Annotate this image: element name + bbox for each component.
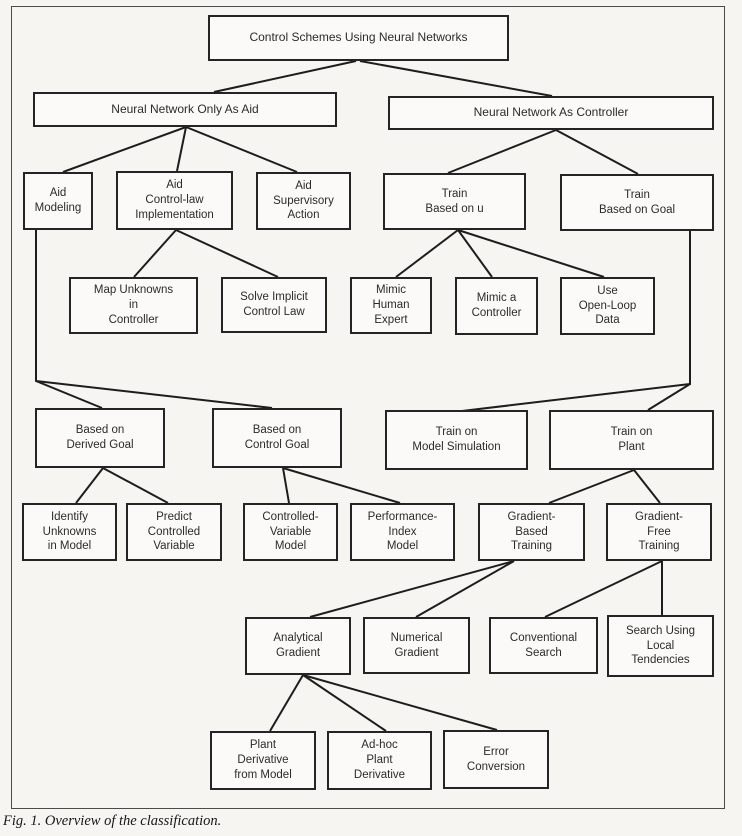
- node-label-line: Control Law: [243, 306, 305, 318]
- node-label-line: Controller: [471, 307, 522, 319]
- node-label-line: Train on: [435, 426, 478, 439]
- node-grad-based: [478, 503, 585, 561]
- node-label-line: Training: [638, 540, 680, 553]
- node-label-line: Derivative: [353, 768, 406, 781]
- node-label-line: Free: [647, 525, 671, 538]
- node-label-line: Controlled-: [262, 510, 319, 523]
- node-label-line: Map Unknowns: [93, 284, 174, 297]
- node-label-line: Variable: [269, 525, 312, 538]
- node-label-line: Action: [287, 209, 320, 222]
- node-label-line: Based on: [75, 424, 125, 437]
- node-label-line: Based on u: [425, 202, 484, 215]
- node-label-line: Derivative: [237, 754, 289, 767]
- node-label-line: from Model: [234, 768, 292, 781]
- node-label-line: Error: [483, 745, 509, 758]
- node-label-line: in: [129, 299, 138, 312]
- node-control-goal: [212, 408, 342, 468]
- node-label-line: Mimic: [375, 284, 407, 297]
- node-label-line: Supervisory: [273, 194, 334, 207]
- node-label-line: Based on: [252, 424, 302, 437]
- node-label-line: Tendencies: [631, 654, 690, 667]
- node-label-line: Neural Network As Controller: [473, 105, 629, 120]
- node-label-line: Train on: [610, 426, 653, 439]
- node-label-line: Training: [510, 540, 553, 553]
- node-aid-supervisory: [256, 172, 351, 230]
- node-label-line: Based: [515, 525, 548, 538]
- node-label-line: Plant: [618, 441, 645, 453]
- node-label-line: Analytical: [273, 632, 323, 645]
- node-label-line: Derived Goal: [66, 439, 134, 451]
- node-aid-control-law: [116, 171, 233, 230]
- node-label-line: Solve Implicit: [240, 291, 308, 304]
- node-label-line: Control Goal: [244, 439, 310, 451]
- node-label-line: Based on Goal: [598, 203, 676, 216]
- node-nn-controller: [388, 96, 714, 130]
- node-solve-implicit: [221, 277, 327, 333]
- node-numerical: [363, 617, 470, 674]
- node-error-conv: [443, 730, 549, 789]
- node-search-local: [607, 615, 714, 677]
- node-label-line: Plant: [366, 754, 393, 767]
- node-label-line: Control-law: [145, 194, 204, 207]
- node-label-line: Train: [624, 188, 650, 201]
- node-label-line: Identify: [50, 510, 89, 523]
- node-label-line: Gradient: [275, 647, 321, 659]
- node-aid-modeling: [23, 172, 93, 230]
- node-derived-goal: [35, 408, 165, 468]
- node-label-line: Control Schemes Using Neural Networks: [249, 30, 468, 45]
- node-label-line: Search Using: [625, 624, 696, 637]
- node-label-line: Controlled: [147, 525, 201, 538]
- node-train-plant: [549, 410, 714, 470]
- node-label-line: Modeling: [34, 202, 82, 214]
- node-predict-var: [126, 503, 222, 561]
- node-label-line: Mimic a: [476, 292, 517, 305]
- node-analytical: [245, 617, 351, 675]
- node-train-sim: [385, 410, 528, 470]
- node-label-line: Open-Loop: [578, 299, 637, 312]
- node-label-line: Conventional: [509, 631, 578, 644]
- node-perf-index: [350, 503, 455, 561]
- node-conventional: [489, 617, 598, 674]
- node-label-line: Unknowns: [42, 525, 97, 538]
- node-adhoc-deriv: [327, 731, 432, 790]
- node-label-line: Conversion: [466, 760, 526, 773]
- node-label-line: Implementation: [135, 208, 214, 221]
- node-open-loop: [560, 277, 655, 335]
- node-train-u: [383, 173, 526, 230]
- node-label-line: Aid: [295, 179, 312, 192]
- node-label-line: Numerical: [390, 631, 443, 644]
- node-label-line: in Model: [47, 540, 92, 553]
- node-label-line: Controller: [108, 313, 159, 326]
- node-mimic-controller: [455, 277, 538, 335]
- node-label-line: Neural Network Only As Aid: [111, 101, 259, 116]
- node-label-line: Human: [372, 299, 410, 312]
- node-label-line: Gradient-: [635, 510, 683, 523]
- node-label-line: Search: [525, 646, 562, 659]
- node-identify-unknowns: [22, 503, 117, 561]
- node-label-line: Model: [386, 540, 419, 553]
- node-nn-aid: [33, 92, 337, 127]
- node-label-line: Aid: [166, 179, 183, 192]
- node-map-unknowns: [69, 277, 198, 334]
- node-label-line: Expert: [374, 313, 408, 326]
- node-label-line: Model: [274, 540, 307, 553]
- node-grad-free: [606, 503, 712, 561]
- node-label-line: Variable: [153, 540, 195, 553]
- node-controlled-var: [243, 503, 338, 561]
- node-plant-deriv: [210, 731, 316, 790]
- node-train-goal: [560, 174, 714, 231]
- node-label-line: Aid: [49, 187, 67, 200]
- node-root: [208, 15, 509, 61]
- node-label-line: Data: [595, 314, 620, 327]
- node-label-line: Gradient-: [507, 510, 556, 523]
- node-label-line: Local: [646, 639, 675, 652]
- node-label-line: Plant: [249, 739, 277, 752]
- figure-caption: Fig. 1. Overview of the classification.: [3, 813, 222, 829]
- node-label-line: Gradient: [394, 646, 439, 659]
- node-label-line: Train: [441, 187, 468, 200]
- node-label-line: Model Simulation: [412, 441, 501, 453]
- node-label-line: Predict: [156, 510, 192, 523]
- node-label-line: Performance-: [367, 510, 438, 523]
- node-label-line: Use: [597, 284, 618, 297]
- node-label-line: Index: [388, 525, 417, 538]
- node-label-line: Ad-hoc: [361, 739, 398, 752]
- node-mimic-expert: [350, 277, 432, 334]
